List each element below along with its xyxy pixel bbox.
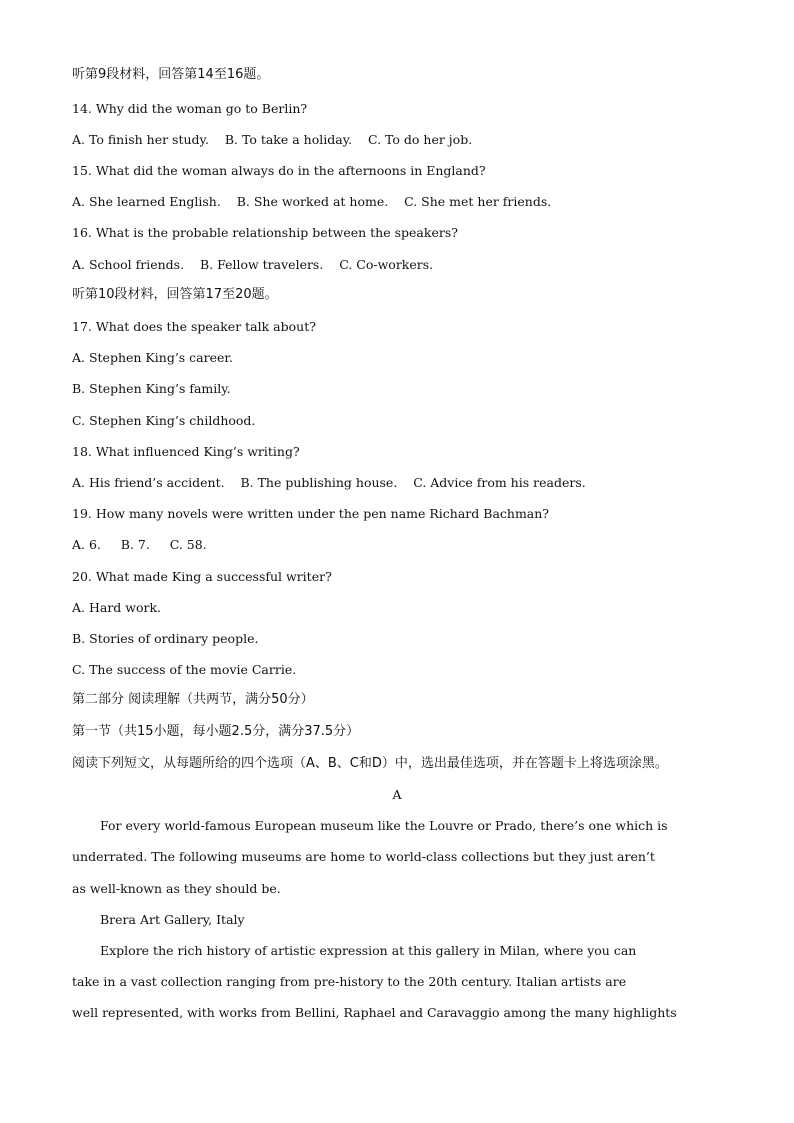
question-15-options: A. She learned English. B. She worked at home. C. She met her friends. bbox=[72, 194, 552, 209]
passage-line: Explore the rich history of artistic expression at this gallery in Milan, where you can bbox=[100, 943, 637, 958]
part10-intro: 听第10段材料，回答第17至20题。 bbox=[72, 287, 278, 302]
section1-title: 第一节（共15小题，每小题2.5分，满分37.5分） bbox=[72, 724, 360, 739]
passage-line: as well-known as they should be. bbox=[72, 881, 281, 896]
question-15: 15. What did the woman always do in the afternoons in England? bbox=[72, 163, 486, 178]
passage-line: For every world-famous European museum like the Louvre or Prado, there’s one which is bbox=[100, 818, 668, 833]
part2-title: 第二部分 阅读理解（共两节，满分50分） bbox=[72, 692, 314, 707]
question-17-option-b: B. Stephen King’s family. bbox=[72, 381, 231, 396]
passage-line: underrated. The following museums are home to world-class collections but they just aren’t bbox=[72, 849, 655, 864]
question-20-option-b: B. Stories of ordinary people. bbox=[72, 631, 259, 646]
question-18: 18. What influenced King’s writing? bbox=[72, 444, 300, 459]
question-17-option-a: A. Stephen King’s career. bbox=[72, 350, 233, 365]
question-19: 19. How many novels were written under the pen name Richard Bachman? bbox=[72, 506, 550, 521]
reading-instructions: 阅读下列短文，从每题所给的四个选项（A、B、C和D）中，选出最佳选项，并在答题卡上将选项涂黑。 bbox=[72, 756, 668, 771]
question-14-options: A. To finish her study. B. To take a holiday. C. To do her job. bbox=[72, 132, 473, 147]
question-14: 14. Why did the woman go to Berlin? bbox=[72, 101, 308, 116]
passage-subheading: Brera Art Gallery, Italy bbox=[100, 912, 245, 927]
question-18-options: A. His friend’s accident. B. The publishing house. C. Advice from his readers. bbox=[72, 475, 586, 490]
question-17-option-c: C. Stephen King’s childhood. bbox=[72, 413, 256, 428]
question-16-options: A. School friends. B. Fellow travelers. C. Co-workers. bbox=[72, 257, 434, 272]
part9-intro: 听第9段材料，回答第14至16题。 bbox=[72, 67, 270, 82]
question-20-option-c: C. The success of the movie Carrie. bbox=[72, 662, 297, 677]
question-20: 20. What made King a successful writer? bbox=[72, 569, 332, 584]
passage-label: A bbox=[392, 787, 402, 802]
question-20-option-a: A. Hard work. bbox=[72, 600, 162, 615]
question-17: 17. What does the speaker talk about? bbox=[72, 319, 316, 334]
passage-line: take in a vast collection ranging from pre-history to the 20th century. Italian artists are bbox=[72, 974, 627, 989]
question-16: 16. What is the probable relationship between the speakers? bbox=[72, 225, 458, 240]
question-19-options: A. 6. B. 7. C. 58. bbox=[72, 537, 207, 552]
passage-line: well represented, with works from Bellini, Raphael and Caravaggio among the many highlights bbox=[72, 1005, 677, 1020]
